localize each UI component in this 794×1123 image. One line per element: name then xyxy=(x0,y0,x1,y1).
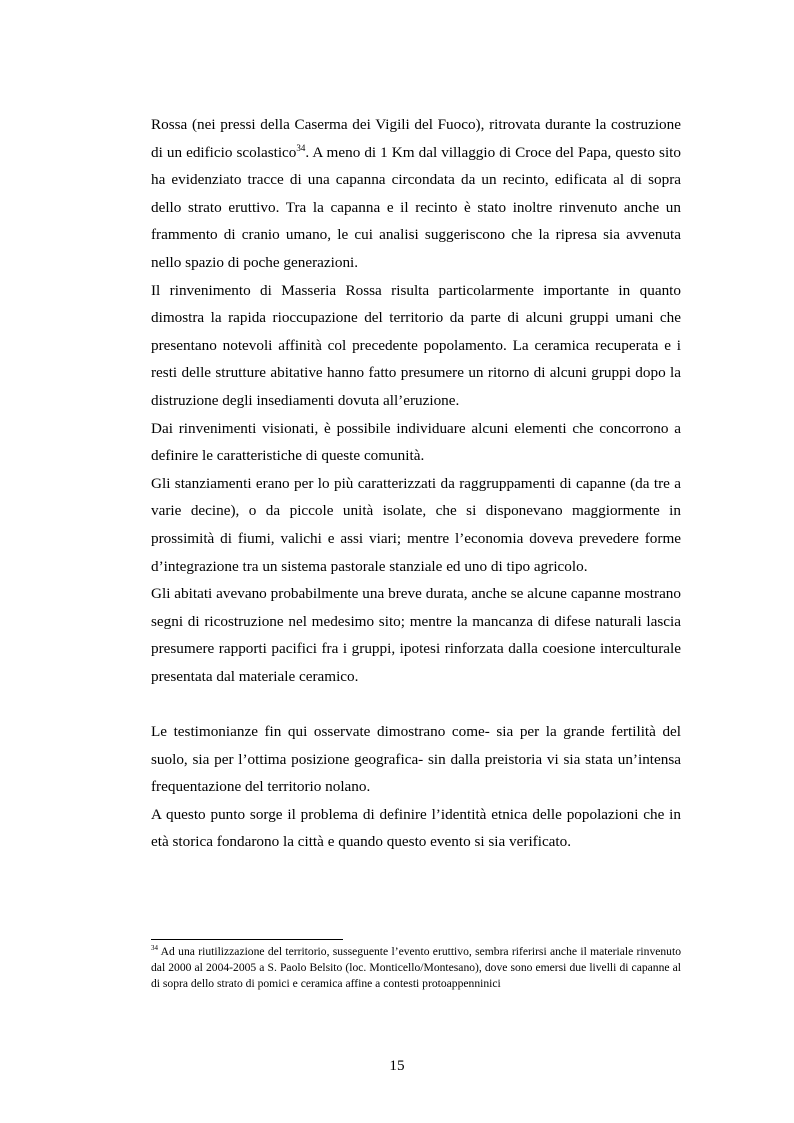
footnote xyxy=(151,944,681,993)
paragraph-text: . A meno di 1 Km dal villaggio di Croce del Papa, questo sito ha evidenziato tracce di una capanna circondata da un recinto, edificata al di sopra dello strato eruttivo. Tra la capanna e il recinto è stato inoltre rinvenuto anche un frammento di cranio umano, le cui analisi suggeriscono che la ripresa sia avvenuta nello spazio di poche generazioni. xyxy=(151,143,681,271)
paragraph-masseria-rossa-site xyxy=(151,111,681,277)
paragraph-gap xyxy=(151,690,681,718)
footnote-text: Ad una riutilizzazione del territorio, susseguente l’evento eruttivo, sembra riferirsi anche il materiale rinvenuto dal 2000 al 2004-2005 a S. Paolo Belsito (loc. Monticello/Montesano), dove sono emersi due livelli di capanne al di sopra dello strato di pomici e ceramica affine a contesti protoappenninici xyxy=(151,945,681,991)
paragraph-identita-etnica: A questo punto sorge il problema di definire l’identità etnica delle popolazioni che in età storica fondarono la città e quando questo evento si sia verificato. xyxy=(151,805,681,851)
paragraph-rinvenimenti: Dai rinvenimenti visionati, è possibile individuare alcuni elementi che concorrono a definire le caratteristiche di queste comunità. xyxy=(151,419,681,465)
page-number: 15 xyxy=(389,1057,405,1074)
footnote-reference[interactable]: 34 xyxy=(296,142,306,153)
body-text xyxy=(151,111,681,856)
paragraph-testimonianze: Le testimonianze fin qui osservate dimostrano come- sia per la grande fertilità del suolo, sia per l’ottima posizione geografica- sin dalla preistoria vi sia stata un’intensa frequentazione del territorio nolano. xyxy=(151,723,681,796)
paragraph-text: Rossa (nei pressi della Caserma dei Vigili del Fuoco), ritrovata durante la costruzione di un edificio scolastico xyxy=(151,116,681,161)
paragraph-rioccupazione: Il rinvenimento di Masseria Rossa risulta particolarmente importante in quanto dimostra la rapida rioccupazione del territorio da parte di alcuni gruppi umani che presentano notevoli affinità col precedente popolamento. La ceramica recuperata e i resti delle strutture abitative hanno fatto presumere un ritorno di alcuni gruppi dopo la distruzione degli insediamenti dovuta all’eruzione. xyxy=(151,281,681,409)
paragraph-stanziamenti: Gli stanziamenti erano per lo più caratterizzati da raggruppamenti di capanne (da tre a varie decine), o da piccole unità isolate, che si disponevano maggiormente in prossimità di fiumi, valichi e assi viari; mentre l’economia doveva prevedere forme d’integrazione tra un sistema pastorale stanziale ed uno di tipo agricolo. xyxy=(151,474,681,575)
paragraph-abitati: Gli abitati avevano probabilmente una breve durata, anche se alcune capanne mostrano segni di ricostruzione nel medesimo sito; mentre la mancanza di difese naturali lascia presumere rapporti pacifici fra i gruppi, ipotesi rinforzata dalla coesione interculturale presentata dal materiale ceramico. xyxy=(151,585,681,685)
footnote-separator xyxy=(151,939,343,940)
footnote-number: 34 xyxy=(151,944,158,953)
